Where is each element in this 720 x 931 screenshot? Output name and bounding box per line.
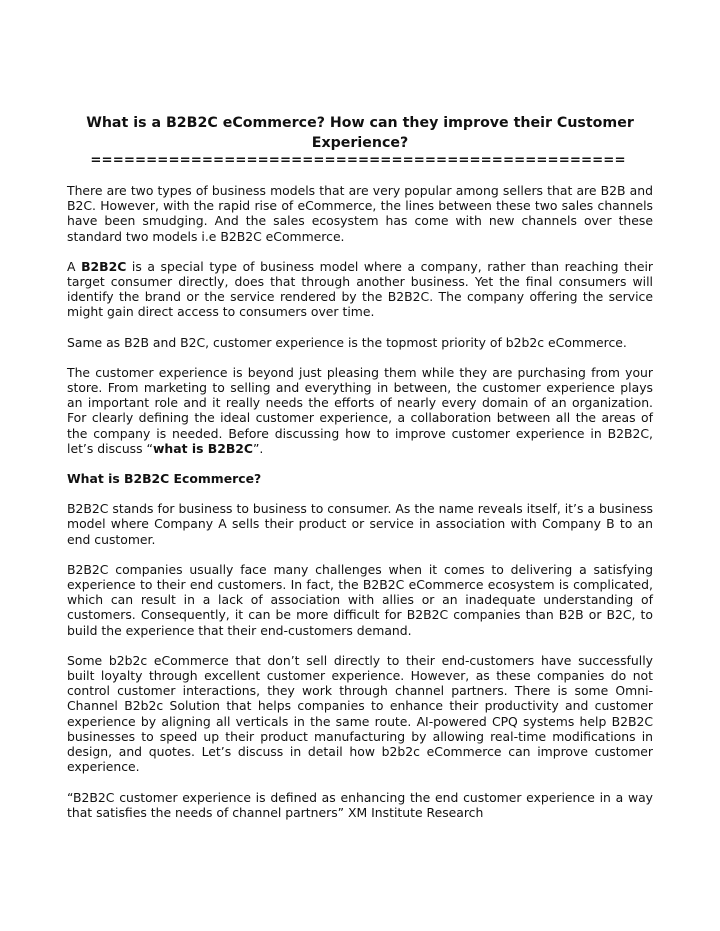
title-underline-rule: ================================================ [90,153,626,168]
stands-for-paragraph: B2B2C stands for business to business to consumer. As the name reveals itself, it’s a business model where Company A sells their product or service in association with Company B to an end customer. [67,501,653,547]
definition-paragraph [67,259,653,320]
loyalty-paragraph: Some b2b2c eCommerce that don’t sell directly to their end-customers have successfully built loyalty through excellent customer experience. However, as these companies do not control customer interactions, they work through channel partners. There is some Omni-Channel B2b2c Solution that helps companies to enhance their productivity and customer experience by aligning all verticals in the same route. AI-powered CPQ systems help B2B2C businesses to speed up their product manufacturing by allowing real-time modifications in design, and quotes. Let’s discuss in detail how b2b2c eCommerce can improve customer experience. [67,652,653,775]
document-page [67,113,653,820]
intro-paragraph: There are two types of business models that are very popular among sellers that are B2B and B2C. However, with the rapid rise of eCommerce, the lines between these two sales channels have been smudging. And the sales ecosystem has come with new channels over these standard two models i.e B2B2C eCommerce. [67,183,653,244]
document-title: What is a B2B2C eCommerce? How can they improve their Customer Experience? [86,115,634,151]
customer-experience-end: ”. [253,440,264,456]
definition-prefix: A [67,258,82,274]
customer-experience-bold: what is B2B2C [152,440,253,456]
quote-paragraph: “B2B2C customer experience is defined as enhancing the end customer experience in a way that satisfies the needs of channel partners” XM Institute Research [67,789,653,820]
customer-experience-text: The customer experience is beyond just pleasing them while they are purchasing from your store. From marketing to selling and everything in between, the customer experience plays an important role and it really needs the efforts of nearly every domain of an organization. For clearly defining the ideal customer experience, a collaboration between all the areas of the company is needed. Before discussing how to improve customer experience in B2B2C, let’s discuss “ [67,364,653,456]
section-heading: What is B2B2C Ecommerce? [67,471,262,487]
definition-text: is a special type of business model where a company, rather than reaching their target consumer directly, does that through another business. Yet the final consumers will identify the brand or the service rendered by the B2B2C. The company offering the service might gain direct access to consumers over time. [67,258,653,320]
challenges-paragraph: B2B2C companies usually face many challenges when it comes to delivering a satisfying experience to their end customers. In fact, the B2B2C eCommerce ecosystem is complicated, which can result in a lack of association with allies or an inadequate understanding of customers. Consequently, it can be more difficult for B2B2C companies than B2B or B2C, to build the experience that their end-customers demand. [67,561,653,638]
priority-paragraph: Same as B2B and B2C, customer experience is the topmost priority of b2b2c eCommerce. [67,334,627,350]
definition-term: B2B2C [81,258,127,274]
customer-experience-paragraph [67,365,653,456]
